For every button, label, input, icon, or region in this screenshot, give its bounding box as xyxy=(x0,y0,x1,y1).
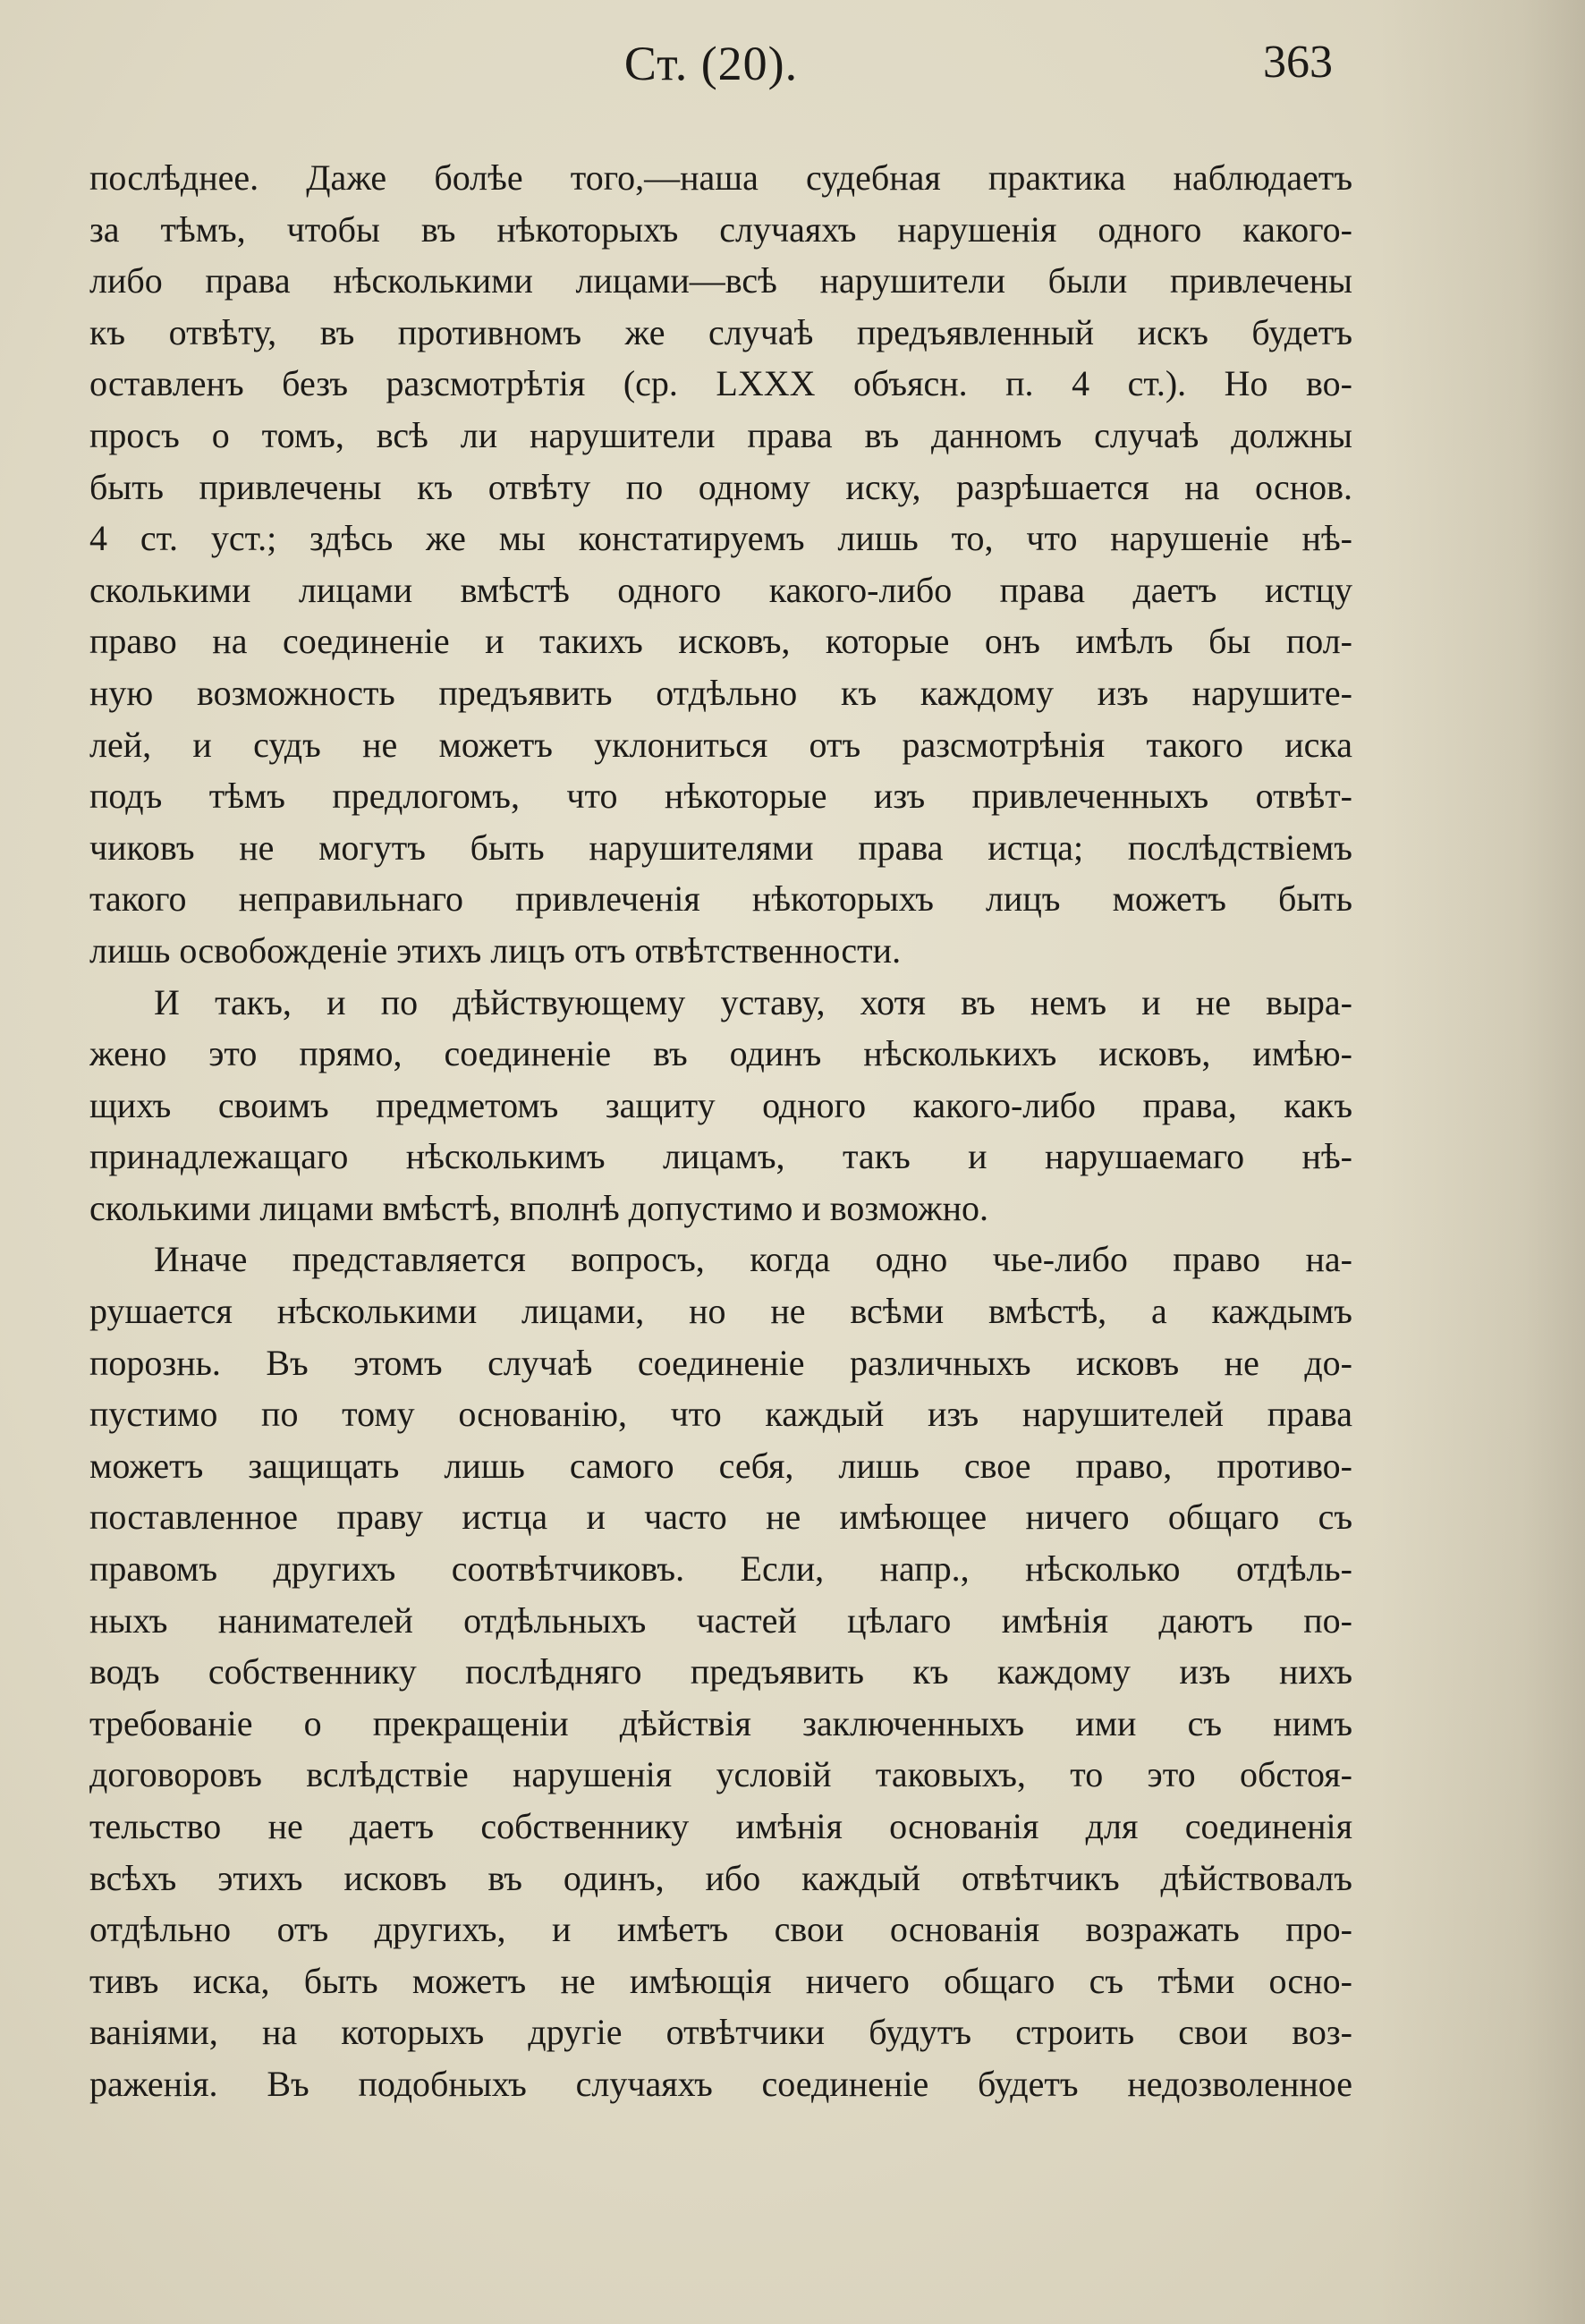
text-line: быть привлечены къ отвѣту по одному иску, разрѣшается на основ. xyxy=(89,466,1352,507)
text-line: сколькими лицами вмѣстѣ, вполнѣ допустимо и возможно. xyxy=(89,1187,988,1228)
paragraph-text xyxy=(89,152,1352,977)
text-line: пустимо по тому основанію, что каждый изъ нарушителей права xyxy=(89,1394,1352,1435)
text-line: можетъ защищать лишь самого себя, лишь свое право, противо- xyxy=(89,1445,1352,1486)
paragraph-2 xyxy=(89,977,1352,1234)
text-line: Иначе представляется вопросъ, когда одно чье-либо право на- xyxy=(154,1239,1352,1280)
text-line: право на соединеніе и такихъ исковъ, которые онъ имѣлъ бы пол- xyxy=(89,621,1352,662)
text-line: водъ собственнику послѣдняго предъявить къ каждому изъ нихъ xyxy=(89,1651,1352,1692)
text-line: либо права нѣсколькими лицами—всѣ нарушители были привлечены xyxy=(89,260,1352,301)
body-text xyxy=(89,152,1352,2110)
text-line: 4 ст. уст.; здѣсь же мы констатируемъ лишь то, что нарушеніе нѣ- xyxy=(89,518,1352,559)
text-line: требованіе о прекращеніи дѣйствія заключенныхъ ими съ нимъ xyxy=(89,1702,1352,1743)
page-header xyxy=(89,36,1333,116)
text-line: всѣхъ этихъ исковъ въ одинъ, ибо каждый отвѣтчикъ дѣйствовалъ xyxy=(89,1857,1352,1898)
text-line: лишь освобожденіе этихъ лицъ отъ отвѣтственности. xyxy=(89,929,902,971)
paragraph-3 xyxy=(89,1234,1352,2109)
text-line: принадлежащаго нѣсколькимъ лицамъ, такъ и нарушаемаго нѣ- xyxy=(89,1136,1352,1177)
text-line: ныхъ нанимателей отдѣльныхъ частей цѣлаго имѣнія даютъ по- xyxy=(89,1599,1352,1641)
paragraph-text xyxy=(89,1234,1352,2109)
text-line: тивъ иска, быть можетъ не имѣющія ничего общаго съ тѣми осно- xyxy=(89,1960,1352,2001)
text-line: подъ тѣмъ предлогомъ, что нѣкоторые изъ привлеченныхъ отвѣт- xyxy=(89,776,1352,817)
text-line: правомъ другихъ соотвѣтчиковъ. Если, напр., нѣсколько отдѣль- xyxy=(89,1548,1352,1590)
text-line: такого неправильнаго привлеченія нѣкоторыхъ лицъ можетъ быть xyxy=(89,878,1352,920)
text-line: просъ о томъ, всѣ ли нарушители права въ данномъ случаѣ должны xyxy=(89,414,1352,455)
page-edge-shadow xyxy=(1379,0,1585,2324)
paragraph-1 xyxy=(89,152,1352,977)
text-line: чиковъ не могутъ быть нарушителями права истца; послѣдствіемъ xyxy=(89,827,1352,868)
text-line: сколькими лицами вмѣстѣ одного какого-либо права даетъ истцу xyxy=(89,569,1352,610)
running-head: Ст. (20). xyxy=(623,37,799,90)
text-line: послѣднее. Даже болѣе того,—наша судебная практика наблюдаетъ xyxy=(89,157,1352,198)
text-line: ную возможность предъявить отдѣльно къ каждому изъ нарушите- xyxy=(89,672,1352,713)
text-line: поставленное праву истца и часто не имѣющее ничего общаго съ xyxy=(89,1497,1352,1538)
text-line: за тѣмъ, чтобы въ нѣкоторыхъ случаяхъ нарушенія одного какого- xyxy=(89,208,1352,250)
text-line: щихъ своимъ предметомъ защиту одного какого-либо права, какъ xyxy=(89,1084,1352,1125)
page-number: 363 xyxy=(1263,37,1333,88)
text-line: рушается нѣсколькими лицами, но не всѣми вмѣстѣ, а каждымъ xyxy=(89,1291,1352,1332)
text-line: порознь. Въ этомъ случаѣ соединеніе различныхъ исковъ не до- xyxy=(89,1342,1352,1383)
text-line: раженія. Въ подобныхъ случаяхъ соединеніе будетъ недозволенное xyxy=(89,2063,1352,2104)
text-line: отдѣльно отъ другихъ, и имѣетъ свои основанія возражать про- xyxy=(89,1909,1352,1950)
text-line: договоровъ вслѣдствіе нарушенія условій таковыхъ, то это обстоя- xyxy=(89,1754,1352,1795)
paragraph-text xyxy=(89,977,1352,1234)
text-line: И такъ, и по дѣйствующему уставу, хотя въ немъ и не выра- xyxy=(154,981,1352,1022)
text-line: жено это прямо, соединеніе въ одинъ нѣсколькихъ исковъ, имѣю- xyxy=(89,1033,1352,1074)
text-line: оставленъ безъ разсмотрѣтія (ср. LXXX объясн. п. 4 ст.). Но во- xyxy=(89,363,1352,404)
text-line: ваніями, на которыхъ другіе отвѣтчики будутъ строить свои воз- xyxy=(89,2012,1352,2053)
text-line: къ отвѣту, въ противномъ же случаѣ предъявленный искъ будетъ xyxy=(89,311,1352,352)
text-line: лей, и судъ не можетъ уклониться отъ разсмотрѣнія такого иска xyxy=(89,724,1352,765)
text-line: тельство не даетъ собственнику имѣнія основанія для соединенія xyxy=(89,1806,1352,1846)
